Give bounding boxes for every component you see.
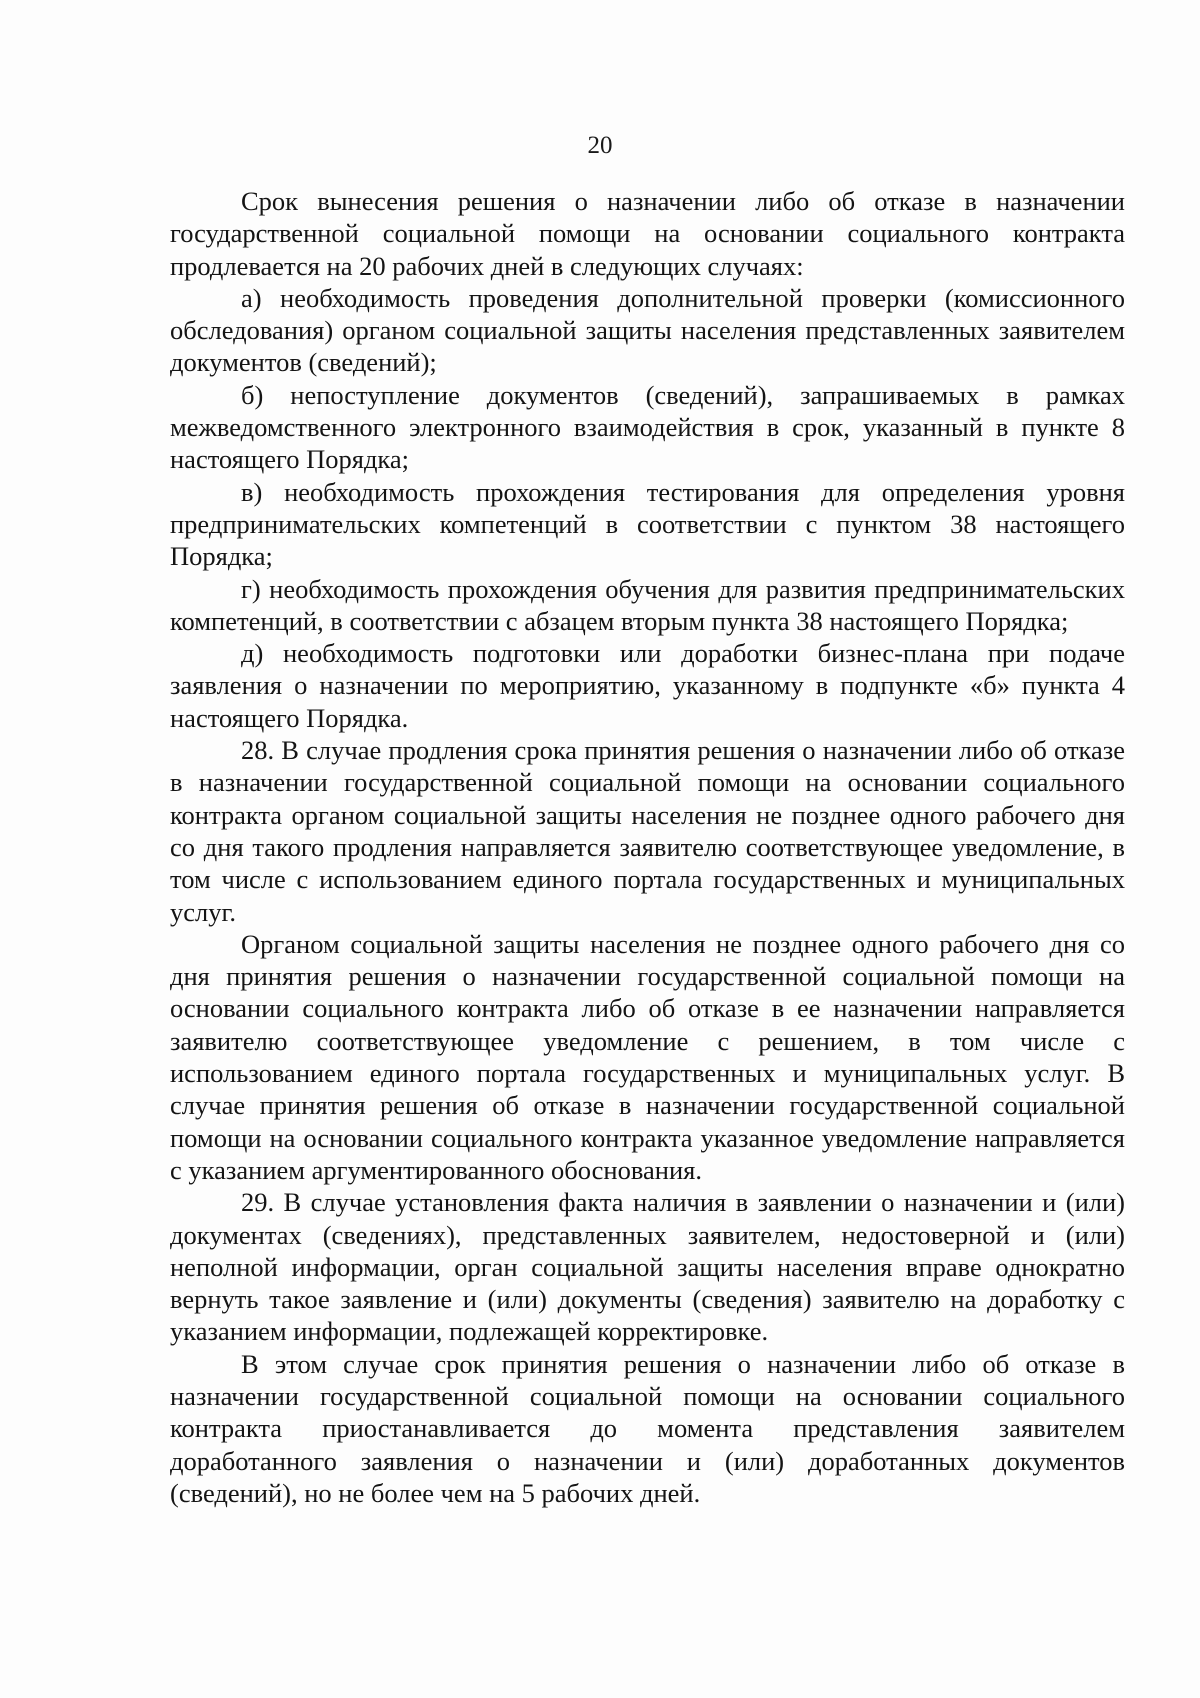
paragraph-term-extension: Срок вынесения решения о назначении либо об отказе в назначении государственной социальной помощи на основании социального контракта продлевается на 20 рабочих дней в следующих случаях: — [170, 186, 1125, 281]
paragraph-item-d: д) необходимость подготовки или доработки бизнес-плана при подаче заявления о назначении по мероприятию, указанному в подпункте «б» пункта 4 настоящего Порядка. — [170, 638, 1125, 733]
paragraph-clause-28: 28. В случае продления срока принятия решения о назначении либо об отказе в назначении государственной социальной помощи на основании социального контракта органом социальной защиты населения не позднее одного рабочего дня со дня такого продления направляется заявителю соответствующее уведомление, в том числе с использованием единого портала государственных и муниципальных услуг. — [170, 735, 1125, 927]
paragraph-item-b: б) непоступление документов (сведений), запрашиваемых в рамках межведомственного электронного взаимодействия в срок, указанный в пункте 8 настоящего Порядка; — [170, 379, 1125, 475]
page-number: 20 — [587, 132, 613, 159]
document-body — [170, 185, 1125, 1509]
paragraph-suspension: В этом случае срок принятия решения о назначении либо об отказе в назначении государственной социальной помощи на основании социального контракта приостанавливается до момента представления заявителем доработанного заявления о назначении и (или) доработанных документов (сведений), но не более чем на 5 рабочих дней. — [170, 1348, 1125, 1508]
paragraph-item-v: в) необходимость прохождения тестирования для определения уровня предпринимательских компетенций в соответствии с пунктом 38 настоящего Порядка; — [170, 476, 1125, 572]
paragraph-clause-29: 29. В случае установления факта наличия в заявлении о назначении и (или) документах (сведениях), представленных заявителем, недостоверной и (или) неполной информации, орган социальной защиты населения вправе однократно вернуть такое заявление и (или) документы (сведения) заявителю на доработку с указанием информации, подлежащей корректировке. — [170, 1187, 1125, 1347]
paragraph-item-g: г) необходимость прохождения обучения для развития предпринимательских компетенций, в соответствии с абзацем вторым пункта 38 настоящего Порядка; — [170, 573, 1125, 636]
paragraph-item-a: а) необходимость проведения дополнительной проверки (комиссионного обследования) органом социальной защиты населения представленных заявителем документов (сведений); — [170, 282, 1125, 378]
paragraph-notification: Органом социальной защиты населения не позднее одного рабочего дня со дня принятия решения о назначении государственной социальной помощи на основании социального контракта либо об отказе в ее назначении направляется заявителю соответствующее уведомление с решением, в том числе с использованием единого портала государственных и муниципальных услуг. В случае принятия решения об отказе в назначении государственной социальной помощи на основании социального контракта указанное уведомление направляется с указанием аргументированного обоснования. — [170, 928, 1125, 1185]
